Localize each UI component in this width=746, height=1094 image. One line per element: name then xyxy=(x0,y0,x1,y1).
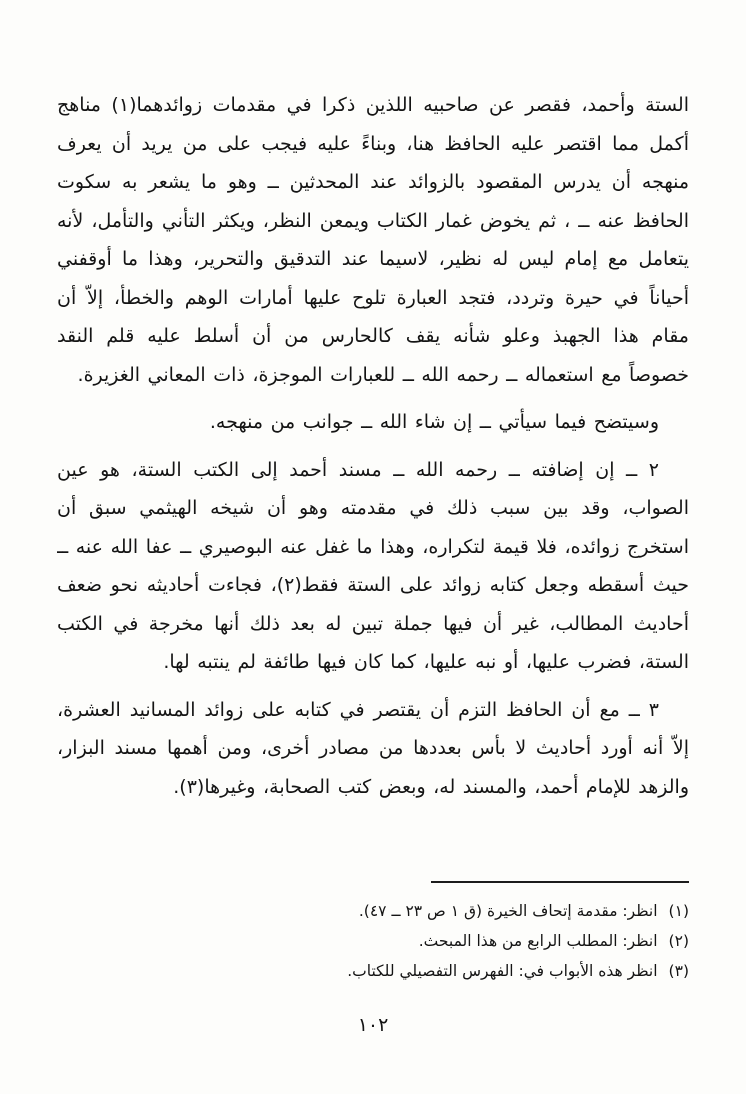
paragraph-3: ٢ ــ إن إضافته ــ رحمه الله ــ مسند أحمد إلى الكتب الستة، هو عين الصواب، وقد بين سبب ذلك في مقدمته وهو أن شيخه الهيثمي سبق أن استخرج زوائده، فلا قيمة لتكراره، وهذا ما غفل عنه البوصيري ــ عفا الله عنه ــ حيث أسقطه وجعل كتابه زوائد على الستة فقط(٢)، فجاءت أحاديثه نحو ضعف أحاديث المطالب، غير أن فيها جملة تبين له بعد ذلك أنها مخرجة في الكتب الستة، فضرب عليها، أو نبه عليها، كما كان فيها طائفة لم ينتبه لها. xyxy=(57,458,689,673)
footnote-marker: (٢) xyxy=(668,932,689,950)
footnote-text: انظر: مقدمة إتحاف الخيرة (ق ١ ص ٢٣ ــ ٤٧). xyxy=(358,902,658,920)
footnote xyxy=(57,896,689,926)
footnotes-section xyxy=(57,871,689,986)
footnote-marker: (٣) xyxy=(668,962,689,980)
footnote xyxy=(57,956,689,986)
footnote-separator xyxy=(431,881,689,883)
paragraph-4: ٣ ــ مع أن الحافظ التزم أن يقتصر في كتابه على زوائد المسانيد العشرة، إلاّ أنه أورد أحاديث لا بأس بعددها من مصادر أخرى، ومن أهمها مسند البزار، والزهد للإمام أحمد، والمسند له، وبعض كتب الصحابة، وغيرها(٣). xyxy=(57,698,689,798)
footnote-text: انظر: المطلب الرابع من هذا المبحث. xyxy=(418,932,658,950)
paragraph-2: وسيتضح فيما سيأتي ــ إن شاء الله ــ جوانب من منهجه. xyxy=(209,411,659,433)
page-number: ١٠٢ xyxy=(357,1014,389,1036)
paragraph-1: الستة وأحمد، فقصر عن صاحبيه اللذين ذكرا في مقدمات زوائدهما(١) مناهج أكمل مما اقتصر عليه الحافظ هنا، وبناءً عليه فيجب على من يريد أن يعرف منهجه أن يدرس المقصود بالزوائد عند المحدثين ــ وهو ما يشعر به سكوت الحافظ عنه ــ ، ثم يخوض غمار الكتاب ويمعن النظر، ويكثر التأني والتأمل، لأنه يتعامل مع إمام ليس له نظير، لاسيما عند التدقيق والتحرير، وهذا ما أوقفني أحياناً في حيرة وتردد، فتجد العبارة تلوح عليها أمارات الوهم والخطأ، إلاّ أن مقام هذا الجهبذ وعلو شأنه يقف كالحارس من أن أسلط عليه قلم النقد خصوصاً مع استعماله ــ رحمه الله ــ للعبارات الموجزة، ذات المعاني الغزيرة. xyxy=(57,94,689,386)
footnote-text: انظر هذه الأبواب في: الفهرس التفصيلي للكتاب. xyxy=(347,962,658,980)
page-body xyxy=(57,86,689,815)
footnote xyxy=(57,926,689,956)
footnote-marker: (١) xyxy=(668,902,689,920)
